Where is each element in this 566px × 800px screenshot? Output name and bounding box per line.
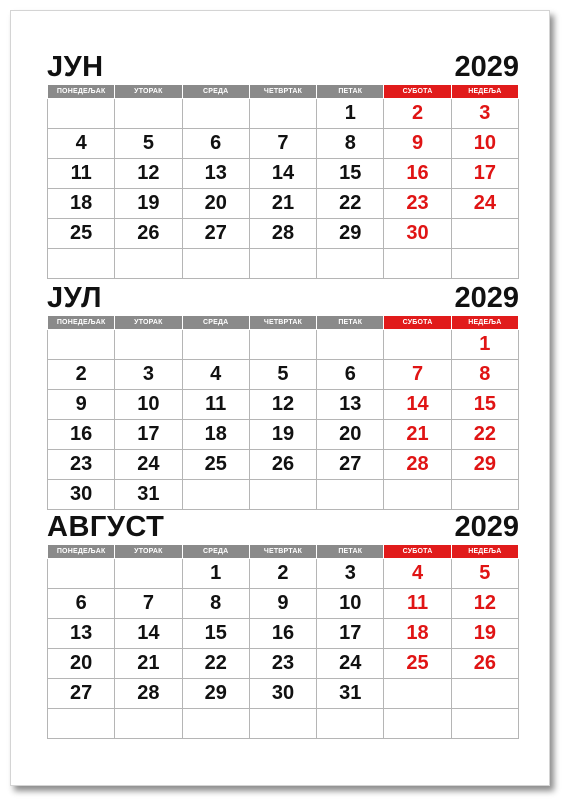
weekday-header-row: [48, 85, 519, 99]
day-cell: [182, 330, 249, 360]
day-cell: 24: [451, 189, 518, 219]
weekday-header: НЕДЕЉА: [451, 545, 518, 559]
day-cell: 31: [317, 679, 384, 709]
day-cell: 17: [451, 159, 518, 189]
weekday-header: ПОНЕДЕЉАК: [48, 316, 115, 330]
day-cell: 30: [249, 679, 316, 709]
day-cell: [384, 249, 451, 279]
day-cell: 2: [48, 360, 115, 390]
day-cell: 17: [317, 619, 384, 649]
day-cell: [182, 249, 249, 279]
week-row: [48, 390, 519, 420]
day-cell: [249, 249, 316, 279]
month-august: [47, 512, 519, 739]
month-june: [47, 52, 519, 279]
day-cell: 2: [384, 99, 451, 129]
day-cell: 5: [451, 559, 518, 589]
week-row: [48, 420, 519, 450]
day-cell: 6: [317, 360, 384, 390]
day-cell: [115, 249, 182, 279]
day-cell: 24: [317, 649, 384, 679]
weekday-header: ЧЕТВРТАК: [249, 545, 316, 559]
day-cell: 9: [48, 390, 115, 420]
day-cell: 15: [317, 159, 384, 189]
day-cell: [317, 330, 384, 360]
weekday-header: ЧЕТВРТАК: [249, 316, 316, 330]
day-cell: 12: [249, 390, 316, 420]
month-header: [47, 283, 519, 315]
month-year: 2029: [454, 51, 519, 83]
month-header: [47, 52, 519, 84]
day-cell: 6: [48, 589, 115, 619]
day-cell: 17: [115, 420, 182, 450]
day-cell: 3: [317, 559, 384, 589]
month-year: 2029: [454, 282, 519, 314]
day-cell: [48, 559, 115, 589]
day-cell: 20: [182, 189, 249, 219]
day-cell: 9: [384, 129, 451, 159]
day-cell: 12: [451, 589, 518, 619]
day-cell: 11: [48, 159, 115, 189]
day-cell: [451, 249, 518, 279]
day-cell: 4: [384, 559, 451, 589]
weekday-header: ПОНЕДЕЉАК: [48, 85, 115, 99]
day-cell: 10: [115, 390, 182, 420]
day-cell: 5: [115, 129, 182, 159]
day-cell: [182, 99, 249, 129]
weekday-header-row: [48, 545, 519, 559]
day-cell: [182, 709, 249, 739]
day-cell: 19: [451, 619, 518, 649]
day-cell: 27: [48, 679, 115, 709]
day-cell: 13: [48, 619, 115, 649]
day-cell: 3: [115, 360, 182, 390]
week-row: [48, 129, 519, 159]
day-cell: 8: [317, 129, 384, 159]
day-cell: 23: [48, 450, 115, 480]
day-cell: 15: [451, 390, 518, 420]
day-cell: 23: [249, 649, 316, 679]
day-cell: 6: [182, 129, 249, 159]
weekday-header: ПЕТАК: [317, 85, 384, 99]
week-row: [48, 330, 519, 360]
day-cell: [384, 480, 451, 510]
day-cell: 28: [384, 450, 451, 480]
day-cell: 30: [384, 219, 451, 249]
day-cell: 24: [115, 450, 182, 480]
day-cell: 25: [182, 450, 249, 480]
day-cell: [451, 480, 518, 510]
day-cell: 28: [249, 219, 316, 249]
weekday-header: ПЕТАК: [317, 545, 384, 559]
day-cell: 25: [48, 219, 115, 249]
month-grid: [47, 84, 519, 279]
weekday-header-row: [48, 316, 519, 330]
day-cell: 26: [249, 450, 316, 480]
day-cell: 18: [384, 619, 451, 649]
weekday-header: СУБОТА: [384, 316, 451, 330]
day-cell: 5: [249, 360, 316, 390]
day-cell: 27: [317, 450, 384, 480]
day-cell: [48, 99, 115, 129]
day-cell: 20: [317, 420, 384, 450]
day-cell: 16: [384, 159, 451, 189]
day-cell: 22: [451, 420, 518, 450]
day-cell: 16: [48, 420, 115, 450]
day-cell: 11: [384, 589, 451, 619]
week-row: [48, 450, 519, 480]
weekday-header: УТОРАК: [115, 85, 182, 99]
day-cell: 4: [48, 129, 115, 159]
day-cell: 19: [115, 189, 182, 219]
day-cell: [48, 330, 115, 360]
day-cell: 21: [249, 189, 316, 219]
day-cell: 29: [182, 679, 249, 709]
week-row: [48, 159, 519, 189]
day-cell: [384, 709, 451, 739]
week-row: [48, 649, 519, 679]
day-cell: 15: [182, 619, 249, 649]
weekday-header: СРЕДА: [182, 545, 249, 559]
day-cell: 2: [249, 559, 316, 589]
weekday-header: ПЕТАК: [317, 316, 384, 330]
weekday-header: СУБОТА: [384, 545, 451, 559]
day-cell: 23: [384, 189, 451, 219]
week-row: [48, 679, 519, 709]
day-cell: 1: [451, 330, 518, 360]
weekday-header: НЕДЕЉА: [451, 85, 518, 99]
day-cell: 30: [48, 480, 115, 510]
day-cell: 11: [182, 390, 249, 420]
day-cell: [249, 480, 316, 510]
day-cell: 1: [182, 559, 249, 589]
day-cell: [249, 99, 316, 129]
day-cell: 14: [115, 619, 182, 649]
day-cell: [115, 99, 182, 129]
week-row: [48, 99, 519, 129]
weekday-header: ПОНЕДЕЉАК: [48, 545, 115, 559]
day-cell: 7: [249, 129, 316, 159]
day-cell: [384, 330, 451, 360]
day-cell: [317, 249, 384, 279]
day-cell: 8: [451, 360, 518, 390]
month-name: АВГУСТ: [47, 511, 165, 543]
day-cell: 29: [317, 219, 384, 249]
day-cell: [451, 679, 518, 709]
day-cell: 26: [115, 219, 182, 249]
day-cell: [317, 480, 384, 510]
day-cell: 20: [48, 649, 115, 679]
weekday-header: УТОРАК: [115, 545, 182, 559]
month-grid: [47, 315, 519, 510]
day-cell: 12: [115, 159, 182, 189]
day-cell: 18: [182, 420, 249, 450]
day-cell: 10: [451, 129, 518, 159]
day-cell: 25: [384, 649, 451, 679]
day-cell: 3: [451, 99, 518, 129]
day-cell: 26: [451, 649, 518, 679]
day-cell: 13: [182, 159, 249, 189]
week-row: [48, 589, 519, 619]
day-cell: 7: [384, 360, 451, 390]
weekday-header: УТОРАК: [115, 316, 182, 330]
day-cell: [451, 219, 518, 249]
day-cell: [317, 709, 384, 739]
day-cell: 19: [249, 420, 316, 450]
day-cell: 28: [115, 679, 182, 709]
day-cell: [451, 709, 518, 739]
week-row: [48, 619, 519, 649]
day-cell: 27: [182, 219, 249, 249]
month-year: 2029: [454, 511, 519, 543]
month-july: [47, 283, 519, 510]
week-row: [48, 709, 519, 739]
day-cell: 21: [115, 649, 182, 679]
weekday-header: СРЕДА: [182, 85, 249, 99]
day-cell: 18: [48, 189, 115, 219]
day-cell: 4: [182, 360, 249, 390]
month-name: ЈУН: [47, 51, 104, 83]
day-cell: [115, 709, 182, 739]
day-cell: [48, 709, 115, 739]
day-cell: 21: [384, 420, 451, 450]
day-cell: 22: [182, 649, 249, 679]
week-row: [48, 249, 519, 279]
day-cell: [115, 559, 182, 589]
day-cell: 7: [115, 589, 182, 619]
day-cell: [182, 480, 249, 510]
week-row: [48, 480, 519, 510]
day-cell: [115, 330, 182, 360]
weekday-header: ЧЕТВРТАК: [249, 85, 316, 99]
day-cell: 9: [249, 589, 316, 619]
day-cell: 29: [451, 450, 518, 480]
weekday-header: СУБОТА: [384, 85, 451, 99]
weekday-header: СРЕДА: [182, 316, 249, 330]
week-row: [48, 189, 519, 219]
day-cell: 16: [249, 619, 316, 649]
week-row: [48, 219, 519, 249]
month-grid: [47, 544, 519, 739]
week-row: [48, 559, 519, 589]
day-cell: 22: [317, 189, 384, 219]
day-cell: 10: [317, 589, 384, 619]
day-cell: [249, 709, 316, 739]
month-header: [47, 512, 519, 544]
day-cell: 14: [249, 159, 316, 189]
day-cell: [249, 330, 316, 360]
day-cell: [48, 249, 115, 279]
day-cell: 14: [384, 390, 451, 420]
week-row: [48, 360, 519, 390]
day-cell: 1: [317, 99, 384, 129]
day-cell: 31: [115, 480, 182, 510]
weekday-header: НЕДЕЉА: [451, 316, 518, 330]
day-cell: 8: [182, 589, 249, 619]
day-cell: [384, 679, 451, 709]
month-name: ЈУЛ: [47, 282, 102, 314]
day-cell: 13: [317, 390, 384, 420]
